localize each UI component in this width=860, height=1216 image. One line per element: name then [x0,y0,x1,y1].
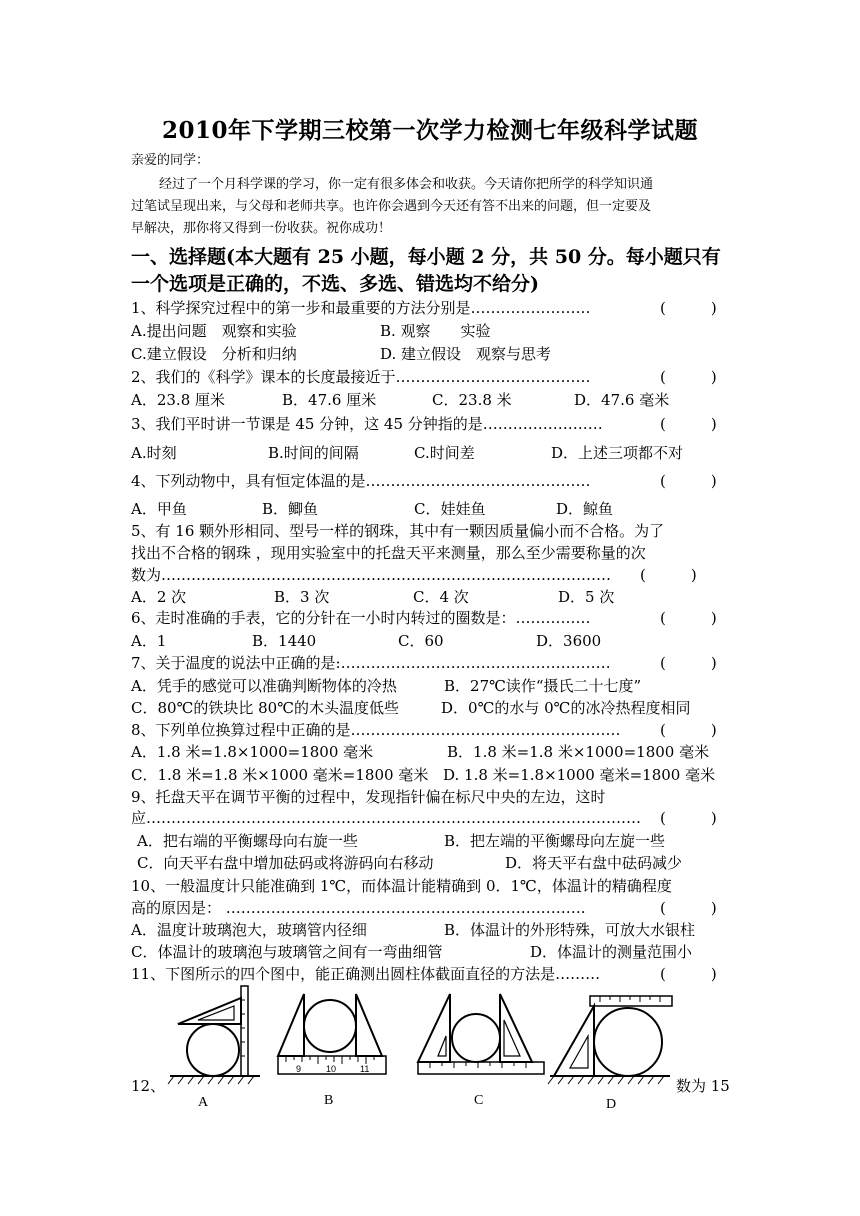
q4-option-a: A．甲鱼 [131,500,187,518]
q3-option-b: B.时间的间隔 [268,444,359,462]
q10-stem-line-2: 高的原因是： ……………………………………………………………… [131,899,586,917]
q9-answer-paren: ( ) [660,809,717,827]
q7-option-a: A．凭手的感觉可以准确判断物体的冷热 [131,677,397,695]
q2-option-c: C．23.8 米 [432,391,512,409]
section-heading-line-2: 一个选项是正确的，不选、多选、错选均不给分) [131,273,539,295]
q3-option-d: D．上述三项都不对 [551,444,684,462]
section-heading-line-1: 一、选择题(本大题有 25 小题，每小题 2 分，共 50 分。每小题只有 [131,246,721,268]
q5-option-a: A．2 次 [131,588,187,606]
q2-option-a: A．23.8 厘米 [131,391,225,409]
q9-option-a: A．把右端的平衡螺母向右旋一些 [137,832,358,850]
q5-option-b: B．3 次 [274,588,330,606]
intro-line-2: 过笔试呈现出来，与父母和老师共享。也许你会遇到今天还有答不出来的问题，但一定要及 [131,199,652,214]
q10-option-b: B．体温计的外形特殊，可放大水银柱 [444,921,696,939]
q10-option-a: A．温度计玻璃泡大，玻璃管内径细 [131,921,367,939]
q1-answer-paren: ( ) [660,299,717,317]
q10-answer-paren: ( ) [660,899,717,917]
intro-line-1: 经过了一个月科学课的学习，你一定有很多体会和收获。今天请你把所学的科学知识通 [159,177,654,192]
q12-stem-start: 12、 [131,1077,166,1095]
q2-option-b: B．47.6 厘米 [282,391,377,409]
q3-answer-paren: ( ) [660,415,717,433]
q1-option-b: B. 观察 实验 [380,322,491,340]
q8-option-b: B．1.8 米=1.8 米×1000=1800 毫米 [447,743,710,761]
q5-answer-paren: ( ) [640,566,697,584]
q3-stem: 3、我们平时讲一节课是 45 分钟，这 45 分钟指的是…………………… [131,415,603,433]
q8-option-a: A．1.8 米=1.8×1000=1800 毫米 [131,743,374,761]
q7-stem: 7、关于温度的说法中正确的是:……………………………………………… [131,654,611,672]
q4-option-d: D．鲸鱼 [556,500,614,518]
figure-panel-c [418,994,544,1108]
page-title: 2010年下学期三校第一次学力检测七年级科学试题 [161,117,698,144]
q5-option-d: D．5 次 [558,588,615,606]
figure-label-c: C [474,1093,484,1108]
q7-option-c: C．80℃的铁块比 80℃的木头温度低些 [131,699,399,717]
greeting: 亲爱的同学： [131,153,210,168]
q9-stem-line-1: 9、托盘天平在调节平衡的过程中，发现指针偏在标尺中央的左边，这时 [131,788,606,806]
q7-option-d: D．0℃的水与 0℃的冰冷热程度相同 [441,699,691,717]
figure-label-a: A [198,1095,209,1110]
q1-option-c: C.建立假设 分析和归纳 [131,345,297,363]
figure-label-d: D [606,1097,617,1112]
q6-option-b: B．1440 [252,632,317,650]
q6-option-a: A．1 [131,632,167,650]
q7-option-b: B．27℃读作“摄氏二十七度” [444,677,642,695]
q11-answer-paren: ( ) [660,965,717,983]
q5-stem-line-1: 5、有 16 颗外形相同、型号一样的钢珠，其中有一颗因质量偏小而不合格。为了 [131,522,665,540]
q9-stem-line-2: 应……………………………………………………………………………………… [131,809,642,827]
figure-panel-a [168,986,260,1110]
figure-panel-d [548,996,672,1112]
q11-stem: 11、下图所示的四个图中，能正确测出圆柱体截面直径的方法是……… [131,965,601,983]
ruler-tick-10: 10 [326,1064,337,1074]
q6-option-c: C．60 [398,632,444,650]
q4-answer-paren: ( ) [660,472,717,490]
q2-stem: 2、我们的《科学》课本的长度最接近于………………………………… [131,368,591,386]
q9-option-b: B．把左端的平衡螺母向左旋一些 [444,832,666,850]
q1-option-d: D. 建立假设 观察与思考 [380,345,552,363]
q2-answer-paren: ( ) [660,368,717,386]
q4-stem: 4、下列动物中，具有恒定体温的是……………………………………… [131,472,591,490]
q10-option-d: D．体温计的测量范围小 [530,943,693,961]
q6-stem: 6、走时准确的手表，它的分针在一小时内转过的圈数是：…………… [131,609,591,627]
q12-stem-end: 数为 15 [676,1077,730,1095]
q5-stem-line-2: 找出不合格的钢珠 ，现用实验室中的托盘天平来测量，那么至少需要称量的次 [131,544,646,562]
q11-measurement-figure [150,980,710,1115]
figure-label-b: B [324,1093,334,1108]
figure-panel-b [278,994,386,1108]
q1-stem: 1、科学探究过程中的第一步和最重要的方法分别是…………………… [131,299,591,317]
q2-option-d: D．47.6 毫米 [574,391,670,409]
q7-answer-paren: ( ) [660,654,717,672]
q10-option-c: C．体温计的玻璃泡与玻璃管之间有一弯曲细管 [131,943,443,961]
q3-option-c: C.时间差 [414,444,475,462]
q9-option-d: D．将天平右盘中砝码减少 [505,854,683,872]
intro-line-3: 早解决，那你将又得到一份收获。祝你成功！ [131,221,392,236]
q5-stem-line-3: 数为……………………………………………………………………………… [131,566,612,584]
q8-option-d: D. 1.8 米=1.8×1000 毫米=1800 毫米 [443,766,716,784]
q9-option-c: C．向天平右盘中增加砝码或将游码向右移动 [137,854,434,872]
ruler-tick-9: 9 [296,1064,302,1074]
q8-option-c: C．1.8 米=1.8 米×1000 毫米=1800 毫米 [131,766,429,784]
q5-option-c: C．4 次 [413,588,469,606]
q6-answer-paren: ( ) [660,609,717,627]
q10-stem-line-1: 10、一般温度计只能准确到 1℃，而体温计能精确到 0．1℃，体温计的精确程度 [131,877,672,895]
q8-answer-paren: ( ) [660,721,717,739]
q6-option-d: D．3600 [536,632,602,650]
q4-option-c: C．娃娃鱼 [414,500,486,518]
ruler-tick-11: 11 [360,1064,370,1074]
q1-option-a: A.提出问题 观察和实验 [131,322,297,340]
q4-option-b: B．鲫鱼 [262,500,319,518]
q3-option-a: A.时刻 [131,444,177,462]
q8-stem: 8、下列单位换算过程中正确的是……………………………………………… [131,721,621,739]
